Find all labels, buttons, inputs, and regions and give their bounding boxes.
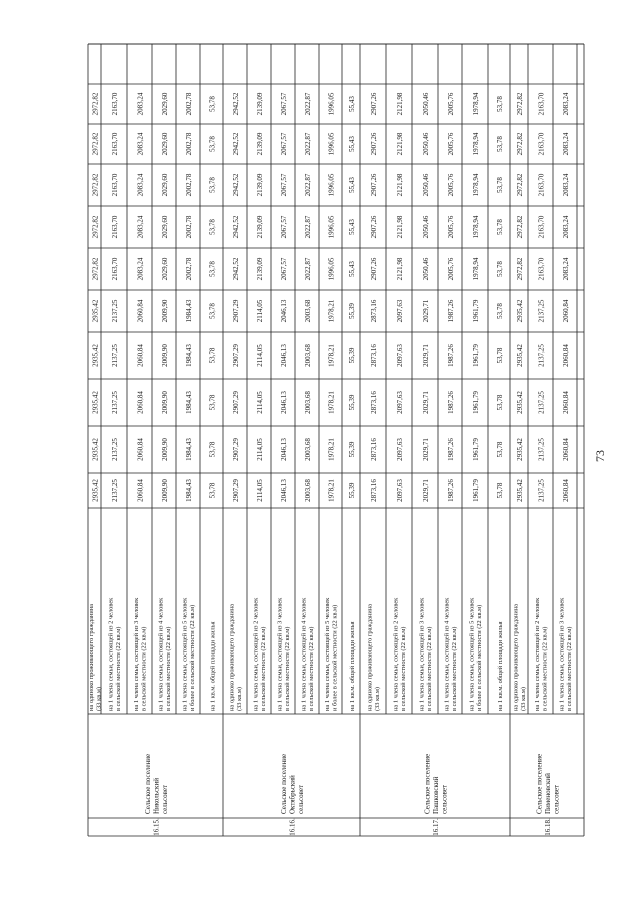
cell-value: 2163,70 bbox=[111, 92, 119, 116]
cell-value: 2163,70 bbox=[537, 92, 546, 116]
cell-value: 55,39 bbox=[348, 303, 356, 319]
cell-value: 1984,43 bbox=[185, 479, 193, 502]
cell-value: 1984,43 bbox=[185, 344, 193, 367]
cell-value: 2121,98 bbox=[396, 257, 404, 281]
cell-value: 53,78 bbox=[208, 177, 217, 193]
cell-value: 2003,68 bbox=[304, 438, 312, 461]
table-row bbox=[158, 92, 173, 711]
table-row bbox=[496, 96, 504, 711]
cell-value: 2083,24 bbox=[562, 92, 570, 116]
cell-value: 2083,24 bbox=[136, 215, 145, 239]
cell-value: 2139,09 bbox=[256, 215, 264, 239]
cell-value: 55,43 bbox=[348, 177, 356, 193]
table-row bbox=[393, 92, 408, 711]
cell-value: 2060,84 bbox=[562, 344, 570, 367]
cell-value: 1978,21 bbox=[327, 344, 336, 367]
cell-value: 2060,84 bbox=[562, 391, 570, 414]
cell-value: 2121,98 bbox=[396, 215, 404, 239]
cell-value: 1978,94 bbox=[472, 215, 480, 239]
row-label: в сельской местности (22 кв.м) bbox=[541, 626, 549, 711]
row-label: на 1 члена семьи, состоящей из 3 человек bbox=[276, 597, 284, 711]
cell-value: 2972,82 bbox=[91, 92, 100, 116]
cell-value: 2907,26 bbox=[370, 92, 378, 116]
cell-value: 1987,26 bbox=[447, 479, 455, 502]
cell-value: 2139,09 bbox=[256, 257, 264, 281]
cell-value: 1978,94 bbox=[472, 132, 480, 156]
cell-value: 2060,84 bbox=[136, 391, 145, 414]
cell-value: 1987,26 bbox=[447, 391, 455, 414]
cell-value: 2060,84 bbox=[562, 299, 570, 323]
cell-value: 2137,25 bbox=[111, 344, 119, 367]
settlement-name: Сельское поселение bbox=[279, 753, 288, 814]
table-row bbox=[513, 92, 528, 711]
cell-value: 2060,84 bbox=[136, 299, 145, 323]
row-label: на 1 члена семьи, состоящей из 2 человек bbox=[107, 597, 115, 711]
page-number: 73 bbox=[593, 450, 607, 462]
row-label: на 1 члена семьи, состоящей из 5 человек bbox=[181, 597, 189, 711]
cell-value: 1987,26 bbox=[447, 344, 455, 367]
row-label: и более в сельской местности (22 кв.м) bbox=[476, 604, 484, 711]
cell-value: 2935,42 bbox=[516, 299, 524, 323]
cell-value: 2083,24 bbox=[562, 173, 570, 197]
row-label: на 1 члена семьи, состоящей из 4 человек bbox=[443, 597, 451, 711]
cell-value: 53,78 bbox=[208, 482, 217, 499]
cell-value: 2005,76 bbox=[447, 92, 455, 116]
cell-value: 55,43 bbox=[348, 219, 356, 235]
row-label: в сельской местности (22 кв.м) bbox=[260, 626, 268, 711]
cell-value: 1978,94 bbox=[472, 173, 480, 197]
cell-value: 2003,68 bbox=[304, 391, 312, 414]
cell-value: 53,78 bbox=[496, 261, 504, 277]
cell-value: 2972,82 bbox=[91, 173, 100, 197]
cell-value: 2097,63 bbox=[396, 391, 404, 414]
settlement-name: сельсовет bbox=[440, 784, 449, 814]
cell-value: 53,78 bbox=[208, 347, 217, 364]
cell-value: 2873,16 bbox=[370, 344, 378, 367]
table-row bbox=[108, 92, 123, 711]
cell-value: 2029,60 bbox=[161, 215, 169, 239]
cell-value: 2083,24 bbox=[562, 132, 570, 156]
table-row bbox=[469, 92, 484, 711]
cell-value: 2907,26 bbox=[370, 173, 378, 197]
row-label: на 1 члена семьи, состоящей из 4 человек bbox=[157, 597, 165, 711]
cell-value: 2003,68 bbox=[304, 299, 312, 323]
cell-value: 2907,29 bbox=[232, 299, 240, 323]
cell-value: 1961,79 bbox=[472, 391, 480, 414]
row-label: и более в сельской местности (22 кв.м) bbox=[331, 604, 339, 711]
cell-value: 2009,90 bbox=[161, 479, 169, 502]
row-label: в сельской местности (22 кв.м) bbox=[426, 626, 434, 711]
cell-value: 2907,29 bbox=[232, 344, 240, 367]
cell-value: 2060,84 bbox=[136, 479, 145, 502]
cell-value: 1978,94 bbox=[472, 257, 480, 281]
cell-value: 2942,52 bbox=[232, 215, 240, 239]
cell-value: 2067,57 bbox=[280, 257, 288, 281]
row-label: в сельской местности (22 кв.м) bbox=[400, 626, 408, 711]
cell-value: 1978,21 bbox=[327, 479, 336, 502]
cell-value: 2022,87 bbox=[304, 132, 312, 156]
cell-value: 2137,25 bbox=[111, 391, 119, 414]
cell-value: 2083,24 bbox=[136, 173, 145, 197]
cell-value: 53,78 bbox=[496, 177, 504, 193]
cell-value: 2097,63 bbox=[396, 438, 404, 461]
cell-value: 53,78 bbox=[496, 136, 504, 152]
cell-value: 1987,26 bbox=[447, 438, 455, 461]
cell-value: 2873,16 bbox=[370, 479, 378, 502]
settlement-name: Пашковский bbox=[432, 776, 440, 814]
cell-value: 2050,46 bbox=[422, 215, 430, 239]
cell-value: 2137,25 bbox=[111, 299, 119, 323]
cell-value: 2935,42 bbox=[516, 344, 524, 367]
cell-value: 2029,71 bbox=[422, 299, 430, 323]
table-row bbox=[253, 92, 268, 711]
cell-value: 2942,52 bbox=[232, 173, 240, 197]
cell-value: 2942,52 bbox=[232, 257, 240, 281]
row-label: (33 кв.м) bbox=[95, 686, 103, 711]
cell-value: 2163,70 bbox=[111, 257, 119, 281]
cell-value: 2972,82 bbox=[91, 215, 100, 239]
cell-value: 55,39 bbox=[348, 482, 356, 499]
row-label: на 1 члена семьи, состоящей из 2 человек bbox=[392, 597, 400, 711]
row-label: и более в сельской местности (22 кв.м) bbox=[189, 604, 197, 711]
cell-value: 2137,25 bbox=[537, 438, 546, 461]
cell-value: 2009,90 bbox=[161, 344, 169, 367]
cell-value: 1984,43 bbox=[185, 391, 193, 414]
cell-value: 2060,84 bbox=[562, 479, 570, 502]
cell-value: 2114,05 bbox=[256, 438, 264, 461]
cell-value: 53,78 bbox=[208, 136, 217, 152]
cell-value: 2060,84 bbox=[562, 438, 570, 461]
cell-value: 2907,26 bbox=[370, 132, 378, 156]
table-row bbox=[444, 92, 459, 711]
cell-value: 53,78 bbox=[496, 219, 504, 235]
cell-value: 1978,94 bbox=[472, 92, 480, 116]
cell-value: 2121,98 bbox=[396, 92, 404, 116]
cell-value: 2046,13 bbox=[280, 391, 288, 414]
cell-value: 2097,63 bbox=[396, 344, 404, 367]
cell-value: 53,78 bbox=[496, 441, 504, 458]
cell-value: 53,78 bbox=[208, 441, 217, 458]
cell-value: 2005,76 bbox=[447, 215, 455, 239]
table-row bbox=[324, 92, 339, 711]
cell-value: 2121,98 bbox=[396, 132, 404, 156]
cell-value: 2060,84 bbox=[136, 438, 145, 461]
row-label: на 1 члена семьи, состоящей из 4 человек bbox=[300, 597, 308, 711]
cell-value: 2907,29 bbox=[232, 479, 240, 502]
cell-value: 55,39 bbox=[348, 347, 356, 364]
table-row bbox=[348, 96, 356, 711]
cell-value: 2972,82 bbox=[516, 173, 524, 197]
cell-value: 2873,16 bbox=[370, 438, 378, 461]
cell-value: 53,78 bbox=[496, 394, 504, 411]
cell-value: 2942,52 bbox=[232, 132, 240, 156]
cell-value: 53,78 bbox=[208, 261, 217, 277]
cell-value: 55,39 bbox=[348, 441, 356, 458]
cell-value: 2002,78 bbox=[185, 173, 193, 197]
cell-value: 2029,71 bbox=[422, 391, 430, 414]
section-number: 16.18. bbox=[544, 818, 552, 836]
cell-value: 2114,05 bbox=[256, 299, 264, 323]
row-label: на 1 члена семьи, состоящей из 3 человек bbox=[133, 597, 140, 711]
cell-value: 1961,79 bbox=[472, 299, 480, 323]
cell-value: 53,78 bbox=[496, 96, 504, 112]
cell-value: 2083,24 bbox=[136, 132, 145, 156]
cell-value: 2083,24 bbox=[136, 92, 145, 116]
cell-value: 2067,57 bbox=[280, 215, 288, 239]
cell-value: 2005,76 bbox=[447, 257, 455, 281]
table-row bbox=[88, 92, 103, 711]
cell-value: 2139,09 bbox=[256, 92, 264, 116]
cell-value: 1996,05 bbox=[327, 215, 336, 239]
cell-value: 2002,78 bbox=[185, 92, 193, 116]
cell-value: 2907,29 bbox=[232, 391, 240, 414]
cell-value: 2163,70 bbox=[537, 173, 546, 197]
cell-value: 53,78 bbox=[496, 482, 504, 499]
settlement-name: Сельское поселение bbox=[143, 753, 152, 814]
row-label: (33 кв.м) bbox=[520, 686, 528, 711]
cell-value: 2907,29 bbox=[232, 438, 240, 461]
row-label: на 1 члена семьи, состоящей из 3 человек bbox=[558, 597, 566, 711]
cell-value: 1996,05 bbox=[327, 257, 336, 281]
cell-value: 2114,05 bbox=[256, 344, 264, 367]
cell-value: 1961,79 bbox=[472, 479, 480, 502]
cell-value: 2083,24 bbox=[136, 257, 145, 281]
cell-value: 2050,46 bbox=[422, 257, 430, 281]
row-label: на 1 кв.м. общей площади жилья bbox=[209, 621, 217, 711]
cell-value: 1996,05 bbox=[327, 132, 336, 156]
cell-value: 2097,63 bbox=[396, 299, 404, 323]
cell-value: 2137,25 bbox=[111, 438, 119, 461]
cell-value: 53,78 bbox=[496, 303, 504, 319]
row-label: на 1 члена семьи, состоящей из 5 человек bbox=[324, 597, 331, 711]
row-label: в сельской местности (22 кв.м) bbox=[308, 626, 316, 711]
cell-value: 2003,68 bbox=[304, 479, 312, 502]
cell-value: 53,78 bbox=[208, 219, 217, 235]
cell-value: 2942,52 bbox=[232, 92, 240, 116]
cell-value: 55,43 bbox=[348, 96, 356, 112]
cell-value: 2139,09 bbox=[256, 173, 264, 197]
cell-value: 2050,46 bbox=[422, 92, 430, 116]
cell-value: 2002,78 bbox=[185, 132, 193, 156]
cell-value: 2163,70 bbox=[111, 173, 119, 197]
cell-value: 2050,46 bbox=[422, 173, 430, 197]
cell-value: 2022,87 bbox=[304, 215, 312, 239]
cell-value: 1984,43 bbox=[185, 438, 193, 461]
cell-value: 2029,71 bbox=[422, 344, 430, 367]
cell-value: 2029,60 bbox=[161, 92, 169, 116]
row-label: на 1 кв.м. общей площади жилья bbox=[349, 621, 356, 711]
cell-value: 2067,57 bbox=[280, 92, 288, 116]
cell-value: 2029,71 bbox=[422, 479, 430, 502]
cell-value: 2972,82 bbox=[91, 257, 100, 281]
cell-value: 2907,26 bbox=[370, 257, 378, 281]
cell-value: 2139,09 bbox=[256, 132, 264, 156]
cell-value: 2114,05 bbox=[256, 391, 264, 414]
cell-value: 2137,25 bbox=[111, 479, 119, 502]
row-label: на 1 члена семьи, состоящей из 5 человек bbox=[468, 597, 476, 711]
cell-value: 2009,90 bbox=[161, 391, 169, 414]
cell-value: 2137,25 bbox=[537, 391, 546, 414]
cell-value: 2163,70 bbox=[537, 215, 546, 239]
cell-value: 2163,70 bbox=[537, 257, 546, 281]
cell-value: 2009,90 bbox=[161, 299, 169, 323]
cell-value: 1987,26 bbox=[447, 299, 455, 323]
cell-value: 2046,13 bbox=[280, 344, 288, 367]
cell-value: 53,78 bbox=[208, 96, 217, 112]
cell-value: 2083,24 bbox=[562, 257, 570, 281]
cell-value: 53,78 bbox=[208, 303, 217, 319]
cell-value: 2029,60 bbox=[161, 257, 169, 281]
cell-value: 2029,60 bbox=[161, 132, 169, 156]
row-label: в сельской местности (22 кв.м) bbox=[165, 626, 173, 711]
cell-value: 2050,46 bbox=[422, 132, 430, 156]
cell-value: 2873,16 bbox=[370, 299, 378, 323]
row-label: на 1 члена семьи, состоящей из 2 человек bbox=[534, 597, 541, 711]
table-row bbox=[209, 96, 217, 711]
cell-value: 1996,05 bbox=[327, 173, 336, 197]
cell-value: 2935,42 bbox=[91, 299, 100, 323]
cell-value: 2137,25 bbox=[537, 479, 546, 502]
settlement-name: Октябрьский bbox=[288, 775, 297, 814]
cell-value: 2137,25 bbox=[537, 299, 546, 323]
table-row bbox=[277, 92, 292, 711]
cell-value: 2935,42 bbox=[91, 344, 100, 367]
cell-value: 2907,26 bbox=[370, 215, 378, 239]
cell-value: 2046,13 bbox=[280, 438, 288, 461]
settlement-name: Никольский bbox=[152, 778, 161, 814]
row-label: в сельской местности (22 кв.м) bbox=[115, 626, 123, 711]
cell-value: 2002,78 bbox=[185, 215, 193, 239]
cell-value: 2009,90 bbox=[161, 438, 169, 461]
cell-value: 2097,63 bbox=[396, 479, 404, 502]
row-label: в сельской местности (22 кв.м) bbox=[451, 626, 459, 711]
cell-value: 2067,57 bbox=[280, 173, 288, 197]
cell-value: 1961,79 bbox=[472, 344, 480, 367]
cell-value: 2935,42 bbox=[91, 391, 100, 414]
cell-value: 2022,87 bbox=[304, 257, 312, 281]
cell-value: 2972,82 bbox=[516, 132, 524, 156]
cell-value: 2114,05 bbox=[256, 479, 264, 502]
row-label: на 1 кв.м. общей площади жилья bbox=[497, 621, 504, 711]
cell-value: 53,78 bbox=[208, 394, 217, 411]
row-label: на одиноко проживающего гражданина bbox=[366, 603, 374, 711]
settlement-name: сельсовет bbox=[552, 784, 561, 814]
settlement-name: Сельское поселение bbox=[535, 753, 544, 814]
table-row bbox=[229, 92, 244, 711]
table-row bbox=[301, 92, 316, 711]
settlement-name: Пименовский bbox=[544, 773, 552, 814]
cell-value: 2029,71 bbox=[422, 438, 430, 461]
cell-value: 2935,42 bbox=[91, 479, 100, 502]
cell-value: 2935,42 bbox=[91, 438, 100, 461]
settlement-name: сельсовет bbox=[297, 784, 306, 814]
table-row bbox=[559, 92, 574, 711]
cell-value: 2163,70 bbox=[111, 215, 119, 239]
cell-value: 2972,82 bbox=[516, 92, 524, 116]
cell-value: 2060,84 bbox=[136, 344, 145, 367]
cell-value: 1984,43 bbox=[185, 299, 193, 323]
row-label: на 1 члена семьи, состоящей из 3 человек bbox=[418, 597, 426, 711]
cell-value: 55,43 bbox=[348, 136, 356, 152]
row-label: (33 кв.м) bbox=[236, 686, 244, 711]
section-number: 16.15. bbox=[152, 818, 161, 836]
row-label: в сельской местности (22 кв.м) bbox=[140, 626, 148, 711]
cell-value: 2972,82 bbox=[516, 215, 524, 239]
cell-value: 2083,24 bbox=[562, 215, 570, 239]
row-label: на одиноко проживающего гражданина bbox=[88, 603, 95, 711]
cell-value: 2046,13 bbox=[280, 299, 288, 323]
cell-value: 2005,76 bbox=[447, 173, 455, 197]
cell-value: 1978,21 bbox=[327, 299, 336, 323]
table-row bbox=[419, 92, 434, 711]
cell-value: 2935,42 bbox=[516, 438, 524, 461]
cell-value: 1961,79 bbox=[472, 438, 480, 461]
settlement-name: сельсовет bbox=[161, 784, 170, 814]
cell-value: 1996,05 bbox=[327, 92, 336, 116]
cell-value: 2972,82 bbox=[91, 132, 100, 156]
cell-value: 1978,21 bbox=[327, 391, 336, 414]
row-label: в сельской местности (22 кв.м) bbox=[566, 626, 574, 711]
cell-value: 2873,16 bbox=[370, 391, 378, 414]
cell-value: 2005,76 bbox=[447, 132, 455, 156]
cell-value: 2935,42 bbox=[516, 479, 524, 502]
cell-value: 2067,57 bbox=[280, 132, 288, 156]
table-row bbox=[534, 92, 549, 711]
table-row bbox=[182, 92, 197, 711]
cell-value: 2121,98 bbox=[396, 173, 404, 197]
cell-value: 2046,13 bbox=[280, 479, 288, 502]
settlement-name: Сельское поселение bbox=[423, 753, 432, 814]
cell-value: 2935,42 bbox=[516, 391, 524, 414]
cell-value: 2002,78 bbox=[185, 257, 193, 281]
cell-value: 2972,82 bbox=[516, 257, 524, 281]
row-label: (33 кв.м) bbox=[374, 686, 382, 711]
section-number: 16.17. bbox=[432, 818, 440, 836]
cell-value: 2022,87 bbox=[304, 92, 312, 116]
table-row bbox=[133, 92, 148, 711]
cell-value: 1978,21 bbox=[327, 438, 336, 461]
cell-value: 55,39 bbox=[348, 394, 356, 411]
row-label: на одиноко проживающего гражданина bbox=[228, 603, 236, 711]
cell-value: 2029,60 bbox=[161, 173, 169, 197]
cell-value: 2022,87 bbox=[304, 173, 312, 197]
cell-value: 2163,70 bbox=[537, 132, 546, 156]
cell-value: 2003,68 bbox=[304, 344, 312, 367]
cell-value: 53,78 bbox=[496, 347, 504, 364]
cell-value: 2163,70 bbox=[111, 132, 119, 156]
row-label: на 1 члена семьи, состоящей из 2 человек bbox=[252, 597, 260, 711]
table-row bbox=[367, 92, 382, 711]
row-label: на одиноко проживающего гражданина bbox=[512, 603, 520, 711]
section-number: 16.16. bbox=[288, 818, 297, 836]
row-label: в сельской местности (22 кв.м) bbox=[284, 626, 292, 711]
cell-value: 55,43 bbox=[348, 261, 356, 277]
cell-value: 2137,25 bbox=[537, 344, 546, 367]
